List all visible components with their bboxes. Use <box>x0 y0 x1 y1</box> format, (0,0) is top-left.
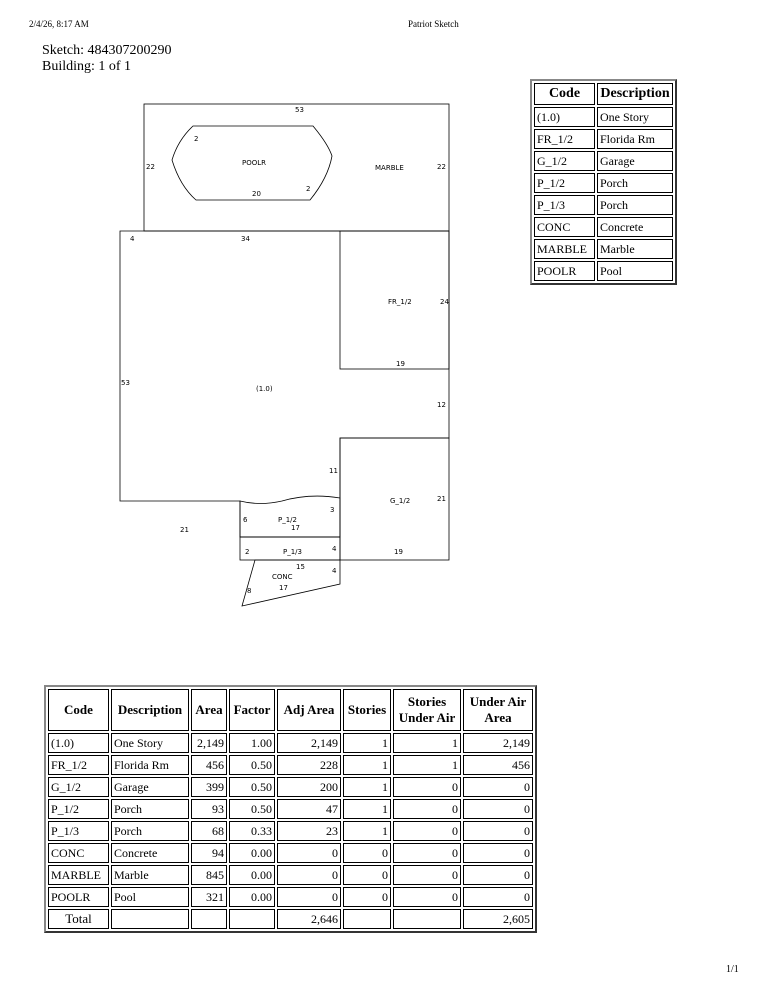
table-cell: 0 <box>463 865 533 885</box>
table-cell: 2,646 <box>277 909 341 929</box>
table-cell: (1.0) <box>48 733 109 753</box>
table-cell: 845 <box>191 865 227 885</box>
table-cell <box>393 909 461 929</box>
label-one-story: (1.0) <box>256 385 273 393</box>
table-cell <box>229 909 275 929</box>
dim-12: 12 <box>437 401 446 409</box>
table-cell: 1 <box>393 755 461 775</box>
legend-code: FR_1/2 <box>534 129 595 149</box>
legend-row <box>534 129 673 149</box>
dim-20-pool: 20 <box>252 190 261 198</box>
table-row <box>48 755 533 775</box>
table-cell: 0.50 <box>229 799 275 819</box>
dim-19-garage: 19 <box>394 548 403 556</box>
table-row <box>48 843 533 863</box>
table-cell: 0 <box>277 887 341 907</box>
legend-row <box>534 107 673 127</box>
table-cell: MARBLE <box>48 865 109 885</box>
label-fr: FR_1/2 <box>388 298 412 306</box>
legend-code: CONC <box>534 217 595 237</box>
table-cell: 0 <box>393 821 461 841</box>
table-row <box>48 865 533 885</box>
table-cell: 321 <box>191 887 227 907</box>
label-porch-third: P_1/3 <box>283 548 302 556</box>
table-cell: POOLR <box>48 887 109 907</box>
table-cell: 47 <box>277 799 341 819</box>
label-porch-half: P_1/2 <box>278 516 297 524</box>
table-cell: Total <box>48 909 109 929</box>
table-cell: Concrete <box>111 843 189 863</box>
dim-2-pool-a: 2 <box>194 135 199 143</box>
table-cell: 228 <box>277 755 341 775</box>
table-cell: P_1/2 <box>48 799 109 819</box>
table-cell: CONC <box>48 843 109 863</box>
legend-description: Pool <box>597 261 673 281</box>
legend-row <box>534 173 673 193</box>
dim-4: 4 <box>130 235 135 243</box>
label-poolr: POOLR <box>242 159 267 167</box>
concrete-area <box>242 560 340 606</box>
table-cell: 1 <box>343 821 391 841</box>
legend-code: P_1/3 <box>534 195 595 215</box>
table-cell: 1 <box>343 777 391 797</box>
legend-row <box>534 261 673 281</box>
dim-21-right: 21 <box>437 495 446 503</box>
table-cell: 0 <box>343 865 391 885</box>
table-cell: 0 <box>393 777 461 797</box>
area-header-adj-area: Adj Area <box>277 689 341 731</box>
legend-header-description: Description <box>597 83 673 105</box>
table-cell: 0.00 <box>229 887 275 907</box>
legend-row <box>534 195 673 215</box>
one-story-area <box>120 231 449 537</box>
table-cell: 0 <box>393 865 461 885</box>
table-row <box>48 799 533 819</box>
table-cell: Porch <box>111 821 189 841</box>
dim-17-conc: 17 <box>279 584 288 592</box>
table-cell: Porch <box>111 799 189 819</box>
table-cell: G_1/2 <box>48 777 109 797</box>
table-cell: 1 <box>343 755 391 775</box>
code-legend-table <box>530 79 677 285</box>
area-summary-table <box>44 685 537 933</box>
table-cell: 23 <box>277 821 341 841</box>
building-sketch <box>110 96 460 616</box>
table-cell: One Story <box>111 733 189 753</box>
table-cell: Pool <box>111 887 189 907</box>
table-row <box>48 887 533 907</box>
table-cell: 94 <box>191 843 227 863</box>
table-cell: 0 <box>463 821 533 841</box>
legend-description: Garage <box>597 151 673 171</box>
table-cell: 2,149 <box>277 733 341 753</box>
table-cell: 0 <box>463 799 533 819</box>
table-cell: 0.00 <box>229 843 275 863</box>
table-cell: 0 <box>463 777 533 797</box>
dim-15: 15 <box>296 563 305 571</box>
legend-code: G_1/2 <box>534 151 595 171</box>
legend-code: POOLR <box>534 261 595 281</box>
dim-11: 11 <box>329 467 338 475</box>
dim-22-right: 22 <box>437 163 446 171</box>
legend-code: MARBLE <box>534 239 595 259</box>
table-cell: 0 <box>343 887 391 907</box>
table-cell: 1.00 <box>229 733 275 753</box>
table-cell: Garage <box>111 777 189 797</box>
table-cell: 456 <box>463 755 533 775</box>
dim-21-bottom: 21 <box>180 526 189 534</box>
table-cell: 399 <box>191 777 227 797</box>
table-cell: FR_1/2 <box>48 755 109 775</box>
dim-22-left: 22 <box>146 163 155 171</box>
table-cell: 456 <box>191 755 227 775</box>
dim-34: 34 <box>241 235 250 243</box>
table-cell <box>111 909 189 929</box>
table-row <box>48 733 533 753</box>
legend-description: Porch <box>597 173 673 193</box>
sketch-number: Sketch: 484307200290 <box>42 43 172 58</box>
area-header-stories-under-air: Stories Under Air <box>393 689 461 731</box>
table-cell: 0 <box>393 843 461 863</box>
legend-code: P_1/2 <box>534 173 595 193</box>
table-cell: 1 <box>343 799 391 819</box>
dim-2-pool-b: 2 <box>306 185 311 193</box>
page-header-title: Patriot Sketch <box>408 19 459 29</box>
dim-2-porch: 2 <box>245 548 250 556</box>
table-row <box>48 821 533 841</box>
page-number: 1/1 <box>726 964 739 975</box>
dim-24: 24 <box>440 298 449 306</box>
table-cell: Marble <box>111 865 189 885</box>
legend-description: One Story <box>597 107 673 127</box>
table-cell: 0.00 <box>229 865 275 885</box>
table-cell: 93 <box>191 799 227 819</box>
table-cell: 2,149 <box>191 733 227 753</box>
table-cell: 1 <box>393 733 461 753</box>
label-marble: MARBLE <box>375 164 404 172</box>
dim-4-conc: 4 <box>332 567 337 575</box>
sketch-info <box>42 43 172 75</box>
label-garage: G_1/2 <box>390 497 411 505</box>
table-cell: 200 <box>277 777 341 797</box>
print-datetime: 2/4/26, 8:17 AM <box>29 19 89 29</box>
area-header-stories: Stories <box>343 689 391 731</box>
legend-row <box>534 151 673 171</box>
legend-row <box>534 239 673 259</box>
legend-description: Porch <box>597 195 673 215</box>
dim-17-porch: 17 <box>291 524 300 532</box>
table-cell: 0 <box>343 843 391 863</box>
table-cell: 0.50 <box>229 777 275 797</box>
table-cell: 0 <box>463 843 533 863</box>
dim-6: 6 <box>243 516 248 524</box>
legend-description: Marble <box>597 239 673 259</box>
table-cell: 0 <box>277 865 341 885</box>
area-header-under-air-area: Under Air Area <box>463 689 533 731</box>
dim-53-left: 53 <box>121 379 130 387</box>
table-cell: Florida Rm <box>111 755 189 775</box>
table-cell: 0.50 <box>229 755 275 775</box>
table-cell: 0.33 <box>229 821 275 841</box>
area-header-factor: Factor <box>229 689 275 731</box>
area-header-description: Description <box>111 689 189 731</box>
dim-53-top: 53 <box>295 106 304 114</box>
dim-4-porch: 4 <box>332 545 337 553</box>
legend-code: (1.0) <box>534 107 595 127</box>
table-cell: 0 <box>393 799 461 819</box>
dim-3: 3 <box>330 506 335 514</box>
legend-header-code: Code <box>534 83 595 105</box>
legend-description: Florida Rm <box>597 129 673 149</box>
table-cell <box>191 909 227 929</box>
table-cell: 1 <box>343 733 391 753</box>
table-cell: 2,149 <box>463 733 533 753</box>
area-header-area: Area <box>191 689 227 731</box>
legend-description: Concrete <box>597 217 673 237</box>
table-cell: 0 <box>463 887 533 907</box>
label-concrete: CONC <box>272 573 293 581</box>
table-cell: P_1/3 <box>48 821 109 841</box>
area-header-code: Code <box>48 689 109 731</box>
total-row <box>48 909 533 929</box>
building-count: Building: 1 of 1 <box>42 59 132 74</box>
table-cell: 68 <box>191 821 227 841</box>
legend-row <box>534 217 673 237</box>
table-cell: 0 <box>393 887 461 907</box>
table-cell <box>343 909 391 929</box>
table-cell: 2,605 <box>463 909 533 929</box>
dim-19-fr: 19 <box>396 360 405 368</box>
table-cell: 0 <box>277 843 341 863</box>
dim-8: 8 <box>247 587 252 595</box>
table-row <box>48 777 533 797</box>
